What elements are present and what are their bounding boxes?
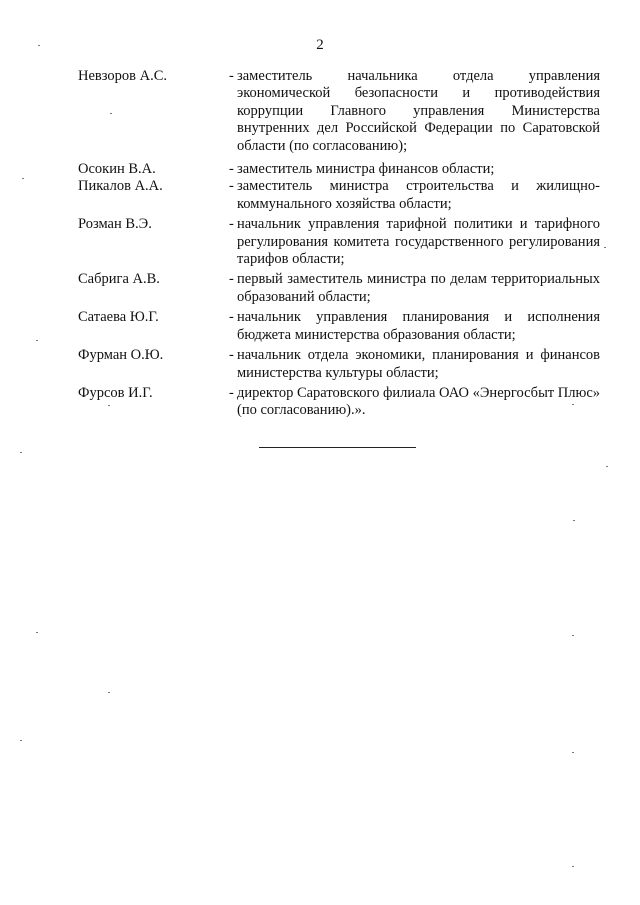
member-position: начальник управления тарифной политики и тарифного регулирования комитета государственного регулирования тарифов области; bbox=[237, 216, 600, 268]
list-item bbox=[78, 161, 600, 178]
scan-speck bbox=[572, 752, 574, 753]
scan-speck bbox=[36, 340, 38, 341]
member-name: Пикалов А.А. bbox=[78, 178, 163, 195]
scan-speck bbox=[572, 404, 574, 405]
member-name: Сабрига А.В. bbox=[78, 271, 160, 288]
scan-speck bbox=[108, 405, 110, 406]
scan-speck bbox=[38, 45, 40, 46]
dash-separator: - bbox=[229, 347, 234, 364]
scan-speck bbox=[36, 632, 38, 633]
scan-speck bbox=[108, 692, 110, 693]
list-item bbox=[78, 178, 600, 213]
scan-speck bbox=[606, 466, 608, 467]
member-name: Фурсов И.Г. bbox=[78, 384, 153, 401]
member-position: заместитель начальника отдела управления экономической безопасности и противодействия коррупции Главного управления Министерства внутренних дел Российской Федерации по Саратовской области (по согласованию); bbox=[237, 68, 600, 154]
dash-separator: - bbox=[229, 309, 234, 326]
dash-separator: - bbox=[229, 178, 234, 195]
scan-speck bbox=[20, 740, 22, 741]
list-item bbox=[78, 216, 600, 268]
page-number: 2 bbox=[316, 37, 324, 53]
member-name: Невзоров А.С. bbox=[78, 68, 168, 84]
member-name: Осокин В.А. bbox=[78, 161, 156, 178]
dash-separator: - bbox=[229, 216, 234, 233]
dash-separator: - bbox=[229, 271, 234, 288]
member-position: первый заместитель министра по делам территориальных образований области; bbox=[237, 271, 600, 305]
member-position: заместитель министра финансов области; bbox=[237, 161, 495, 178]
scan-speck bbox=[20, 452, 22, 453]
scan-speck bbox=[22, 178, 24, 179]
dash-separator: - bbox=[229, 161, 234, 178]
scan-speck bbox=[572, 635, 574, 636]
member-position: начальник управления планирования и исполнения бюджета министерства образования области; bbox=[237, 309, 600, 343]
member-name: Фурман О.Ю. bbox=[78, 347, 164, 364]
scan-speck bbox=[572, 866, 574, 867]
list-item bbox=[78, 347, 600, 382]
member-position: заместитель министра строительства и жилищно-коммунального хозяйства области; bbox=[237, 178, 600, 212]
list-item bbox=[78, 385, 600, 420]
list-item bbox=[78, 271, 600, 306]
closing-rule bbox=[259, 447, 416, 448]
member-list bbox=[78, 68, 600, 420]
scan-speck bbox=[110, 113, 112, 114]
list-item bbox=[78, 309, 600, 344]
list-item bbox=[78, 68, 600, 155]
scan-speck bbox=[573, 520, 575, 521]
member-name: Розман В.Э. bbox=[78, 216, 152, 233]
member-position: начальник отдела экономики, планирования и финансов министерства культуры области; bbox=[237, 347, 600, 381]
dash-separator: - bbox=[229, 68, 234, 84]
scan-speck bbox=[604, 247, 606, 248]
member-position: директор Саратовского филиала ОАО «Энергосбыт Плюс» (по согласованию).». bbox=[237, 384, 600, 419]
dash-separator: - bbox=[229, 384, 234, 401]
member-name: Сатаева Ю.Г. bbox=[78, 309, 159, 326]
